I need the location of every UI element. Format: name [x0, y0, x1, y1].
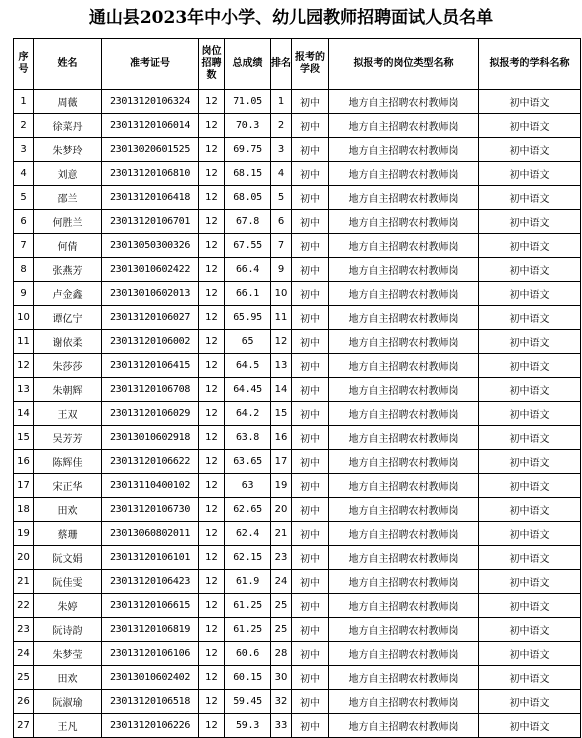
cell-ticket: 23013060802011: [102, 522, 199, 546]
cell-seq: 4: [14, 162, 34, 186]
cell-quota: 12: [199, 354, 225, 378]
cell-position: 地方自主招聘农村教师岗: [329, 330, 479, 354]
cell-name: 阮诗韵: [34, 618, 102, 642]
cell-position: 地方自主招聘农村教师岗: [329, 642, 479, 666]
cell-stage: 初中: [292, 642, 329, 666]
cell-subject: 初中语文: [479, 114, 581, 138]
cell-subject: 初中语文: [479, 330, 581, 354]
cell-subject: 初中语文: [479, 714, 581, 738]
cell-seq: 16: [14, 450, 34, 474]
cell-ticket: 23013120106708: [102, 378, 199, 402]
cell-subject: 初中语文: [479, 426, 581, 450]
cell-quota: 12: [199, 570, 225, 594]
cell-stage: 初中: [292, 186, 329, 210]
header-rank: 排名: [271, 39, 292, 90]
cell-ticket: 23013120106101: [102, 546, 199, 570]
cell-seq: 1: [14, 90, 34, 114]
cell-ticket: 23013010602422: [102, 258, 199, 282]
cell-name: 邵兰: [34, 186, 102, 210]
cell-score: 65.95: [225, 306, 271, 330]
table-row: [14, 138, 581, 162]
cell-quota: 12: [199, 714, 225, 738]
table-row: [14, 114, 581, 138]
cell-stage: 初中: [292, 114, 329, 138]
table-row: [14, 546, 581, 570]
cell-seq: 25: [14, 666, 34, 690]
table-row: [14, 354, 581, 378]
cell-stage: 初中: [292, 282, 329, 306]
cell-rank: 16: [271, 426, 292, 450]
cell-rank: 7: [271, 234, 292, 258]
cell-rank: 13: [271, 354, 292, 378]
cell-position: 地方自主招聘农村教师岗: [329, 666, 479, 690]
cell-position: 地方自主招聘农村教师岗: [329, 498, 479, 522]
cell-ticket: 23013120106701: [102, 210, 199, 234]
cell-subject: 初中语文: [479, 450, 581, 474]
cell-name: 朱莎莎: [34, 354, 102, 378]
cell-subject: 初中语文: [479, 402, 581, 426]
cell-rank: 33: [271, 714, 292, 738]
cell-position: 地方自主招聘农村教师岗: [329, 162, 479, 186]
cell-position: 地方自主招聘农村教师岗: [329, 354, 479, 378]
cell-ticket: 23013010602013: [102, 282, 199, 306]
cell-quota: 12: [199, 450, 225, 474]
table-body: [14, 90, 581, 738]
cell-ticket: 23013120106002: [102, 330, 199, 354]
cell-name: 谢依柔: [34, 330, 102, 354]
cell-position: 地方自主招聘农村教师岗: [329, 402, 479, 426]
cell-quota: 12: [199, 498, 225, 522]
cell-rank: 23: [271, 546, 292, 570]
cell-subject: 初中语文: [479, 162, 581, 186]
cell-quota: 12: [199, 282, 225, 306]
cell-name: 徐菜丹: [34, 114, 102, 138]
cell-ticket: 23013120106014: [102, 114, 199, 138]
cell-score: 61.9: [225, 570, 271, 594]
cell-ticket: 23013020601525: [102, 138, 199, 162]
cell-name: 陈辉佳: [34, 450, 102, 474]
cell-stage: 初中: [292, 594, 329, 618]
table-row: [14, 426, 581, 450]
cell-score: 68.15: [225, 162, 271, 186]
cell-seq: 11: [14, 330, 34, 354]
cell-quota: 12: [199, 642, 225, 666]
cell-ticket: 23013120106819: [102, 618, 199, 642]
cell-name: 阮佳雯: [34, 570, 102, 594]
table-row: [14, 186, 581, 210]
cell-name: 何胜兰: [34, 210, 102, 234]
cell-score: 60.6: [225, 642, 271, 666]
cell-rank: 1: [271, 90, 292, 114]
cell-position: 地方自主招聘农村教师岗: [329, 90, 479, 114]
cell-subject: 初中语文: [479, 522, 581, 546]
cell-subject: 初中语文: [479, 690, 581, 714]
cell-position: 地方自主招聘农村教师岗: [329, 306, 479, 330]
table-row: [14, 714, 581, 738]
cell-name: 何倩: [34, 234, 102, 258]
cell-quota: 12: [199, 306, 225, 330]
cell-seq: 23: [14, 618, 34, 642]
cell-score: 63.65: [225, 450, 271, 474]
cell-position: 地方自主招聘农村教师岗: [329, 522, 479, 546]
cell-quota: 12: [199, 426, 225, 450]
cell-quota: 12: [199, 210, 225, 234]
cell-rank: 10: [271, 282, 292, 306]
cell-position: 地方自主招聘农村教师岗: [329, 474, 479, 498]
cell-seq: 18: [14, 498, 34, 522]
cell-subject: 初中语文: [479, 306, 581, 330]
cell-name: 宋正华: [34, 474, 102, 498]
cell-subject: 初中语文: [479, 642, 581, 666]
cell-score: 64.5: [225, 354, 271, 378]
cell-seq: 24: [14, 642, 34, 666]
table-row: [14, 90, 581, 114]
cell-position: 地方自主招聘农村教师岗: [329, 594, 479, 618]
cell-score: 59.45: [225, 690, 271, 714]
cell-ticket: 23013050300326: [102, 234, 199, 258]
table-row: [14, 330, 581, 354]
cell-seq: 2: [14, 114, 34, 138]
cell-seq: 8: [14, 258, 34, 282]
cell-score: 64.45: [225, 378, 271, 402]
cell-name: 王双: [34, 402, 102, 426]
cell-score: 65: [225, 330, 271, 354]
cell-subject: 初中语文: [479, 546, 581, 570]
header-seq: 序号: [14, 39, 34, 90]
cell-stage: 初中: [292, 138, 329, 162]
cell-rank: 11: [271, 306, 292, 330]
cell-stage: 初中: [292, 522, 329, 546]
cell-position: 地方自主招聘农村教师岗: [329, 450, 479, 474]
cell-score: 69.75: [225, 138, 271, 162]
cell-rank: 5: [271, 186, 292, 210]
cell-seq: 26: [14, 690, 34, 714]
cell-stage: 初中: [292, 666, 329, 690]
cell-quota: 12: [199, 162, 225, 186]
cell-stage: 初中: [292, 306, 329, 330]
cell-seq: 22: [14, 594, 34, 618]
table-row: [14, 618, 581, 642]
cell-ticket: 23013010602918: [102, 426, 199, 450]
cell-stage: 初中: [292, 258, 329, 282]
cell-name: 周薇: [34, 90, 102, 114]
cell-score: 61.25: [225, 618, 271, 642]
table-row: [14, 642, 581, 666]
cell-ticket: 23013120106027: [102, 306, 199, 330]
cell-subject: 初中语文: [479, 210, 581, 234]
cell-seq: 12: [14, 354, 34, 378]
cell-rank: 32: [271, 690, 292, 714]
cell-subject: 初中语文: [479, 570, 581, 594]
cell-score: 59.3: [225, 714, 271, 738]
table-row: [14, 258, 581, 282]
cell-name: 朱梦莹: [34, 642, 102, 666]
cell-stage: 初中: [292, 210, 329, 234]
cell-quota: 12: [199, 90, 225, 114]
cell-ticket: 23013120106226: [102, 714, 199, 738]
cell-stage: 初中: [292, 402, 329, 426]
cell-rank: 24: [271, 570, 292, 594]
cell-ticket: 23013120106029: [102, 402, 199, 426]
cell-position: 地方自主招聘农村教师岗: [329, 282, 479, 306]
cell-seq: 14: [14, 402, 34, 426]
cell-seq: 3: [14, 138, 34, 162]
table-row: [14, 594, 581, 618]
cell-ticket: 23013120106518: [102, 690, 199, 714]
cell-seq: 21: [14, 570, 34, 594]
cell-name: 朱婷: [34, 594, 102, 618]
cell-ticket: 23013120106106: [102, 642, 199, 666]
cell-quota: 12: [199, 402, 225, 426]
table-row: [14, 402, 581, 426]
cell-score: 70.3: [225, 114, 271, 138]
cell-subject: 初中语文: [479, 666, 581, 690]
cell-rank: 19: [271, 474, 292, 498]
table-row: [14, 474, 581, 498]
table-header-row: [14, 39, 581, 90]
cell-stage: 初中: [292, 498, 329, 522]
cell-seq: 9: [14, 282, 34, 306]
cell-score: 64.2: [225, 402, 271, 426]
cell-subject: 初中语文: [479, 474, 581, 498]
cell-position: 地方自主招聘农村教师岗: [329, 210, 479, 234]
page-title: 通山县2023年中小学、幼儿园教师招聘面试人员名单: [88, 8, 494, 28]
cell-quota: 12: [199, 546, 225, 570]
cell-ticket: 23013120106810: [102, 162, 199, 186]
cell-seq: 15: [14, 426, 34, 450]
cell-quota: 12: [199, 666, 225, 690]
cell-rank: 20: [271, 498, 292, 522]
cell-name: 谭亿宁: [34, 306, 102, 330]
header-position: 拟报考的岗位类型名称: [329, 39, 479, 90]
cell-ticket: 23013110400102: [102, 474, 199, 498]
cell-stage: 初中: [292, 426, 329, 450]
cell-score: 67.8: [225, 210, 271, 234]
cell-score: 62.15: [225, 546, 271, 570]
cell-subject: 初中语文: [479, 186, 581, 210]
cell-rank: 6: [271, 210, 292, 234]
cell-score: 63: [225, 474, 271, 498]
cell-ticket: 23013120106324: [102, 90, 199, 114]
cell-score: 66.1: [225, 282, 271, 306]
table-row: [14, 234, 581, 258]
cell-score: 68.05: [225, 186, 271, 210]
cell-subject: 初中语文: [479, 282, 581, 306]
cell-quota: 12: [199, 594, 225, 618]
cell-stage: 初中: [292, 378, 329, 402]
cell-position: 地方自主招聘农村教师岗: [329, 258, 479, 282]
cell-score: 62.65: [225, 498, 271, 522]
cell-name: 田欢: [34, 498, 102, 522]
cell-rank: 21: [271, 522, 292, 546]
cell-position: 地方自主招聘农村教师岗: [329, 690, 479, 714]
cell-stage: 初中: [292, 450, 329, 474]
cell-stage: 初中: [292, 546, 329, 570]
cell-quota: 12: [199, 330, 225, 354]
cell-score: 62.4: [225, 522, 271, 546]
cell-position: 地方自主招聘农村教师岗: [329, 186, 479, 210]
cell-score: 71.05: [225, 90, 271, 114]
table-row: [14, 666, 581, 690]
cell-quota: 12: [199, 522, 225, 546]
cell-subject: 初中语文: [479, 354, 581, 378]
cell-seq: 27: [14, 714, 34, 738]
cell-stage: 初中: [292, 570, 329, 594]
cell-score: 66.4: [225, 258, 271, 282]
cell-name: 王凡: [34, 714, 102, 738]
cell-stage: 初中: [292, 330, 329, 354]
cell-rank: 17: [271, 450, 292, 474]
cell-position: 地方自主招聘农村教师岗: [329, 138, 479, 162]
cell-subject: 初中语文: [479, 378, 581, 402]
cell-stage: 初中: [292, 714, 329, 738]
cell-position: 地方自主招聘农村教师岗: [329, 714, 479, 738]
cell-seq: 7: [14, 234, 34, 258]
cell-subject: 初中语文: [479, 138, 581, 162]
cell-quota: 12: [199, 114, 225, 138]
cell-name: 朱朝辉: [34, 378, 102, 402]
candidate-table: [13, 38, 581, 738]
cell-ticket: 23013120106418: [102, 186, 199, 210]
cell-subject: 初中语文: [479, 618, 581, 642]
cell-ticket: 23013010602402: [102, 666, 199, 690]
cell-quota: 12: [199, 690, 225, 714]
table-row: [14, 522, 581, 546]
cell-rank: 3: [271, 138, 292, 162]
cell-score: 61.25: [225, 594, 271, 618]
cell-name: 刘意: [34, 162, 102, 186]
cell-position: 地方自主招聘农村教师岗: [329, 426, 479, 450]
cell-rank: 4: [271, 162, 292, 186]
cell-rank: 14: [271, 378, 292, 402]
cell-subject: 初中语文: [479, 594, 581, 618]
cell-quota: 12: [199, 474, 225, 498]
header-stage: 报考的学段: [292, 39, 329, 90]
cell-stage: 初中: [292, 618, 329, 642]
cell-stage: 初中: [292, 234, 329, 258]
table-row: [14, 498, 581, 522]
cell-subject: 初中语文: [479, 234, 581, 258]
cell-subject: 初中语文: [479, 90, 581, 114]
cell-score: 67.55: [225, 234, 271, 258]
cell-stage: 初中: [292, 474, 329, 498]
cell-rank: 9: [271, 258, 292, 282]
cell-name: 朱梦玲: [34, 138, 102, 162]
cell-quota: 12: [199, 138, 225, 162]
cell-quota: 12: [199, 234, 225, 258]
cell-seq: 13: [14, 378, 34, 402]
cell-subject: 初中语文: [479, 258, 581, 282]
cell-seq: 6: [14, 210, 34, 234]
table-row: [14, 282, 581, 306]
table-row: [14, 378, 581, 402]
cell-name: 阮文娟: [34, 546, 102, 570]
header-score: 总成绩: [225, 39, 271, 90]
cell-name: 阮淑瑜: [34, 690, 102, 714]
cell-stage: 初中: [292, 90, 329, 114]
table-row: [14, 450, 581, 474]
cell-quota: 12: [199, 618, 225, 642]
cell-ticket: 23013120106730: [102, 498, 199, 522]
table-row: [14, 162, 581, 186]
table-row: [14, 306, 581, 330]
cell-rank: 15: [271, 402, 292, 426]
cell-rank: 28: [271, 642, 292, 666]
header-name: 姓名: [34, 39, 102, 90]
cell-ticket: 23013120106622: [102, 450, 199, 474]
cell-quota: 12: [199, 378, 225, 402]
cell-name: 吴芳芳: [34, 426, 102, 450]
cell-stage: 初中: [292, 354, 329, 378]
cell-position: 地方自主招聘农村教师岗: [329, 546, 479, 570]
cell-position: 地方自主招聘农村教师岗: [329, 114, 479, 138]
cell-position: 地方自主招聘农村教师岗: [329, 570, 479, 594]
cell-seq: 20: [14, 546, 34, 570]
cell-seq: 17: [14, 474, 34, 498]
cell-seq: 19: [14, 522, 34, 546]
cell-name: 张燕芳: [34, 258, 102, 282]
table-row: [14, 690, 581, 714]
cell-quota: 12: [199, 258, 225, 282]
cell-name: 田欢: [34, 666, 102, 690]
cell-score: 60.15: [225, 666, 271, 690]
cell-position: 地方自主招聘农村教师岗: [329, 618, 479, 642]
cell-rank: 25: [271, 594, 292, 618]
cell-score: 63.8: [225, 426, 271, 450]
cell-stage: 初中: [292, 690, 329, 714]
cell-seq: 5: [14, 186, 34, 210]
cell-stage: 初中: [292, 162, 329, 186]
cell-name: 蔡珊: [34, 522, 102, 546]
cell-quota: 12: [199, 186, 225, 210]
cell-ticket: 23013120106615: [102, 594, 199, 618]
cell-position: 地方自主招聘农村教师岗: [329, 234, 479, 258]
cell-position: 地方自主招聘农村教师岗: [329, 378, 479, 402]
cell-ticket: 23013120106415: [102, 354, 199, 378]
cell-rank: 25: [271, 618, 292, 642]
cell-rank: 12: [271, 330, 292, 354]
cell-name: 卢金鑫: [34, 282, 102, 306]
table-row: [14, 570, 581, 594]
cell-ticket: 23013120106423: [102, 570, 199, 594]
cell-seq: 10: [14, 306, 34, 330]
cell-subject: 初中语文: [479, 498, 581, 522]
header-ticket: 准考证号: [102, 39, 199, 90]
header-subject: 拟报考的学科名称: [479, 39, 581, 90]
cell-rank: 30: [271, 666, 292, 690]
table-row: [14, 210, 581, 234]
header-quota: 岗位招聘数: [199, 39, 225, 90]
cell-rank: 2: [271, 114, 292, 138]
